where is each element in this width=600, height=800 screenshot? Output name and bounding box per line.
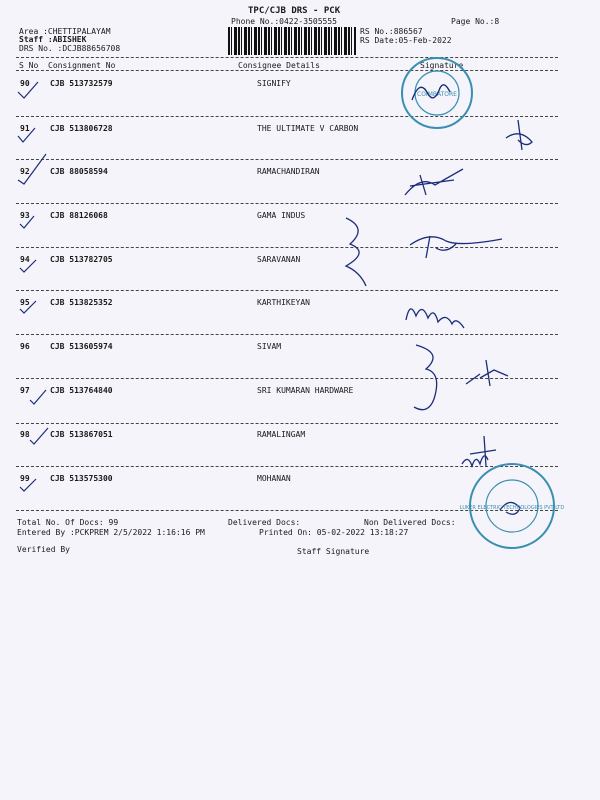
area-field: Area :CHETTIPALAYAM <box>19 27 111 36</box>
column-header-signature: Signature <box>420 61 464 70</box>
signature-92 <box>405 169 463 195</box>
signature-95 <box>406 309 464 328</box>
row-sno: 98 <box>20 430 30 439</box>
row-consignee: SIGNIFY <box>257 79 291 88</box>
row-consignee: SIVAM <box>257 342 282 351</box>
staff-field: Staff :ABISHEK <box>19 35 87 44</box>
tick-icon <box>20 216 34 228</box>
non-delivered-docs: Non Delivered Docs: <box>364 518 456 527</box>
row-consignee: RAMALINGAM <box>257 430 306 439</box>
row-sno: 97 <box>20 386 30 395</box>
row-consignee: RAMACHANDIRAN <box>257 167 320 176</box>
row-sno: 90 <box>20 79 30 88</box>
row-consignee: THE ULTIMATE V CARBON <box>257 124 359 133</box>
row-consignment: CJB 513575300 <box>50 474 113 483</box>
row-consignment: CJB 513825352 <box>50 298 113 307</box>
staff-signature-label: Staff Signature <box>297 547 370 556</box>
row-consignment: CJB 513732579 <box>50 79 113 88</box>
total-docs: Total No. Of Docs: 99 <box>17 518 119 527</box>
row-sno: 94 <box>20 255 30 264</box>
brace-93-94 <box>346 218 366 286</box>
tick-icon <box>20 479 36 491</box>
delivery-signatures <box>346 120 532 514</box>
signature-98 <box>462 436 496 466</box>
printed-on: Printed On: 05-02-2022 13:18:27 <box>259 528 409 537</box>
row-sno: 99 <box>20 474 30 483</box>
row-consignment: CJB 88126068 <box>50 211 108 220</box>
drs-number: DRS No. :DCJB88656708 <box>19 44 121 53</box>
column-header-sno: S No <box>19 61 39 70</box>
row-sno: 96 <box>20 342 30 351</box>
company-stamp-bottom <box>460 464 565 548</box>
row-sno: 93 <box>20 211 30 220</box>
row-consignee: MOHANAN <box>257 474 291 483</box>
row-consignee: SARAVANAN <box>257 255 301 264</box>
row-consignee: KARTHIKEYAN <box>257 298 310 307</box>
document-title: TPC/CJB DRS - PCK <box>248 6 341 16</box>
row-consignment: CJB 513764840 <box>50 386 113 395</box>
stamp-text-bottom: LUKER ELECTRIC TECHNOLOGIES PVT LTD <box>459 505 565 511</box>
rs-date: RS Date:05-Feb-2022 <box>360 36 452 45</box>
column-header-consignment: Consignment No <box>48 61 116 70</box>
row-consignment: CJB 513867051 <box>50 430 113 439</box>
delivered-docs: Delivered Docs: <box>228 518 301 527</box>
signature-91 <box>506 120 532 150</box>
page-number: Page No.:8 <box>451 17 500 26</box>
tick-icon <box>18 128 35 142</box>
row-consignee: GAMA INDUS <box>257 211 306 220</box>
row-consignment: CJB 513782705 <box>50 255 113 264</box>
signature-94 <box>410 236 502 258</box>
column-header-consignee: Consignee Details <box>238 61 320 70</box>
tick-icon <box>20 301 36 313</box>
rs-number: RS No.:886567 <box>360 27 423 36</box>
entered-by: Entered By :PCKPREM 2/5/2022 1:16:16 PM <box>17 528 205 537</box>
tick-icon <box>30 390 46 404</box>
tick-marks <box>18 82 48 491</box>
signature-97 <box>466 360 508 386</box>
row-consignment: CJB 513605974 <box>50 342 113 351</box>
tick-icon <box>18 154 46 184</box>
row-sno: 91 <box>20 124 30 133</box>
tick-icon <box>18 82 38 98</box>
row-consignment: CJB 513806728 <box>50 124 113 133</box>
verified-by: Verified By <box>17 545 70 554</box>
row-sno: 92 <box>20 167 30 176</box>
row-consignee: SRI KUMARAN HARDWARE <box>257 386 354 395</box>
company-stamp-top <box>402 58 472 128</box>
row-consignment: CJB 88058594 <box>50 167 108 176</box>
row-sno: 95 <box>20 298 30 307</box>
stamp-text-top: COIMBATORE <box>417 91 457 98</box>
phone-number: Phone No.:0422-3505555 <box>231 17 337 26</box>
brace-96-97 <box>414 345 437 410</box>
tick-icon <box>20 260 36 272</box>
tick-icon <box>30 428 48 444</box>
